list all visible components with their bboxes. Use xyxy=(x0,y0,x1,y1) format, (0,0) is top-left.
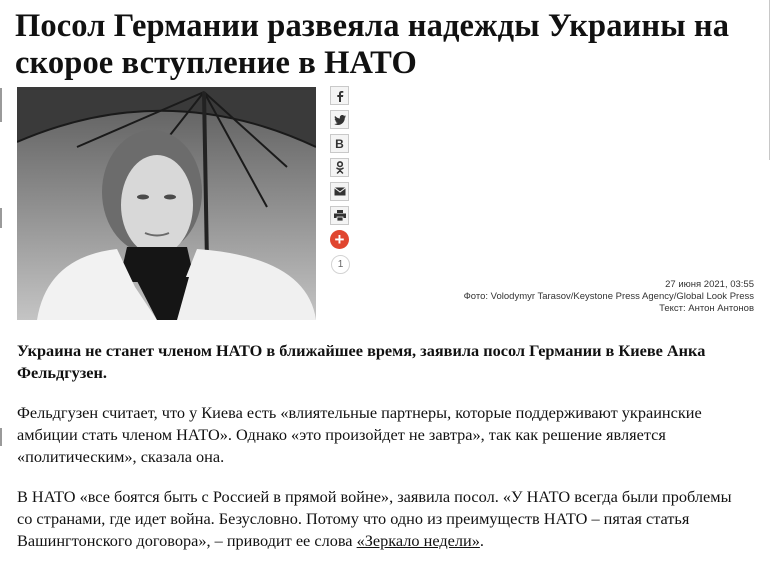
print-button[interactable] xyxy=(330,206,349,225)
vk-icon: B xyxy=(335,136,344,151)
article-paragraph: Фельдгузен считает, что у Киева есть «влиятельные партнеры, которые поддерживают украинские амбиции стать членом НАТО». Однако «это произойдет не завтра», так как решение является «политическим», сказала она. xyxy=(17,403,702,466)
paragraph-text: В НАТО «все боятся быть с Россией в прямой войне», заявила посол. «У НАТО всегда были проблемы со странами, где идет война. Безусловно. Потому что одно из преимуществ НАТО – пятая статья Вашингтонского договора», – приводит ее слова xyxy=(17,487,732,550)
share-count: 1 xyxy=(331,255,350,274)
plus-icon: + xyxy=(334,229,345,249)
odnoklassniki-share-button[interactable] xyxy=(330,158,349,177)
publish-date: 27 июня 2021, 03:55 xyxy=(665,279,754,290)
facebook-icon xyxy=(335,90,345,102)
page-edge-left xyxy=(0,428,2,446)
facebook-share-button[interactable] xyxy=(330,86,349,105)
odnoklassniki-icon xyxy=(335,161,345,174)
share-toolbar xyxy=(330,86,350,274)
article-lead: Украина не станет членом НАТО в ближайшее время, заявила посол Германии в Киеве Анка Фельдгузен. xyxy=(17,341,706,382)
page-edge-left xyxy=(0,88,2,122)
twitter-icon xyxy=(334,115,346,125)
article-photo[interactable] xyxy=(17,87,316,320)
source-link[interactable]: «Зеркало недели» xyxy=(356,531,480,550)
article-body xyxy=(17,340,745,570)
article-meta xyxy=(464,279,754,315)
page-edge-right xyxy=(769,0,770,160)
mail-share-button[interactable] xyxy=(330,182,349,201)
paragraph-end: . xyxy=(479,531,484,550)
vk-share-button[interactable] xyxy=(330,134,349,153)
article-title: Посол Германии развеяла надежды Украины на скорое вступление в НАТО xyxy=(15,8,730,81)
print-icon xyxy=(334,210,346,221)
more-share-button[interactable] xyxy=(330,230,349,249)
page-edge-left xyxy=(0,208,2,228)
article-paragraph xyxy=(17,486,745,552)
text-credit: Текст: Антон Антонов xyxy=(659,303,754,314)
twitter-share-button[interactable] xyxy=(330,110,349,129)
mail-icon xyxy=(334,187,346,196)
photo-credit: Фото: Volodymyr Tarasov/Keystone Press Agency/Global Look Press xyxy=(463,291,754,302)
